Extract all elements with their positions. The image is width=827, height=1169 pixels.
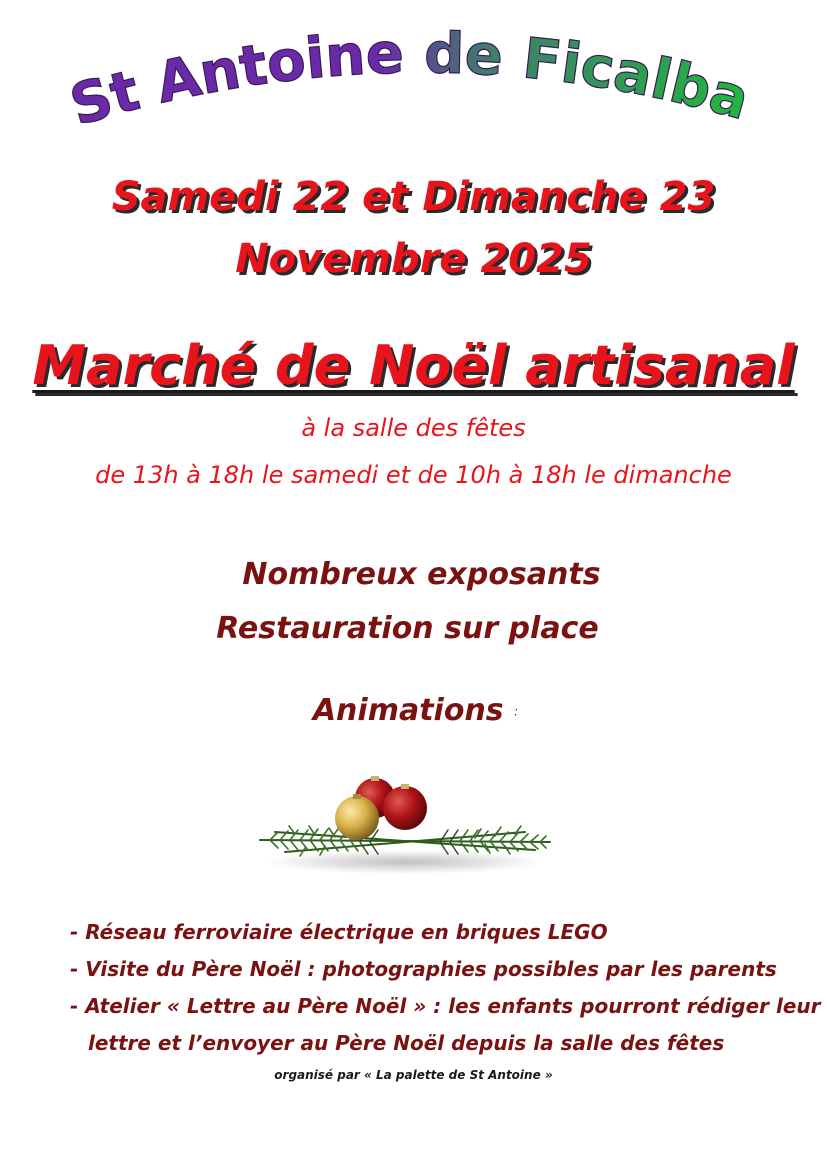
highlight-exhibitors: Nombreux exposants (242, 557, 601, 592)
page-title (0, 0, 827, 160)
title-text: St Antoine de Ficalba (63, 21, 757, 139)
event-date-line1: Samedi 22 et Dimanche 23 (111, 174, 716, 220)
organizer-credit: organisé par « La palette de St Antoine » (274, 1068, 553, 1082)
svg-text:St Antoine de Ficalba (63, 21, 756, 139)
list-item-continuation: lettre et l’envoyer au Père Noël depuis la salle des fêtes (88, 1031, 725, 1055)
list-item: - Visite du Père Noël : photographies possibles par les parents (70, 957, 777, 981)
list-item: - Atelier « Lettre au Père Noël » : les enfants pourront rédiger leur (70, 994, 821, 1018)
highlight-catering: Restauration sur place (216, 611, 599, 646)
animations-heading (2, 691, 827, 732)
list-item: - Réseau ferroviaire électrique en briques LEGO (70, 920, 608, 944)
christmas-ornaments-icon (255, 770, 555, 880)
animations-colon: : (514, 704, 519, 719)
event-hours: de 13h à 18h le samedi et de 10h à 18h le dimanche (95, 461, 732, 489)
event-venue: à la salle des fêtes (301, 414, 526, 442)
event-date-line2: Novembre 2025 (235, 236, 592, 282)
event-title (0, 334, 827, 398)
activities-list (70, 914, 821, 1062)
animations-label: Animations (312, 693, 504, 728)
event-title-text: Marché de Noël artisanal (32, 334, 795, 397)
